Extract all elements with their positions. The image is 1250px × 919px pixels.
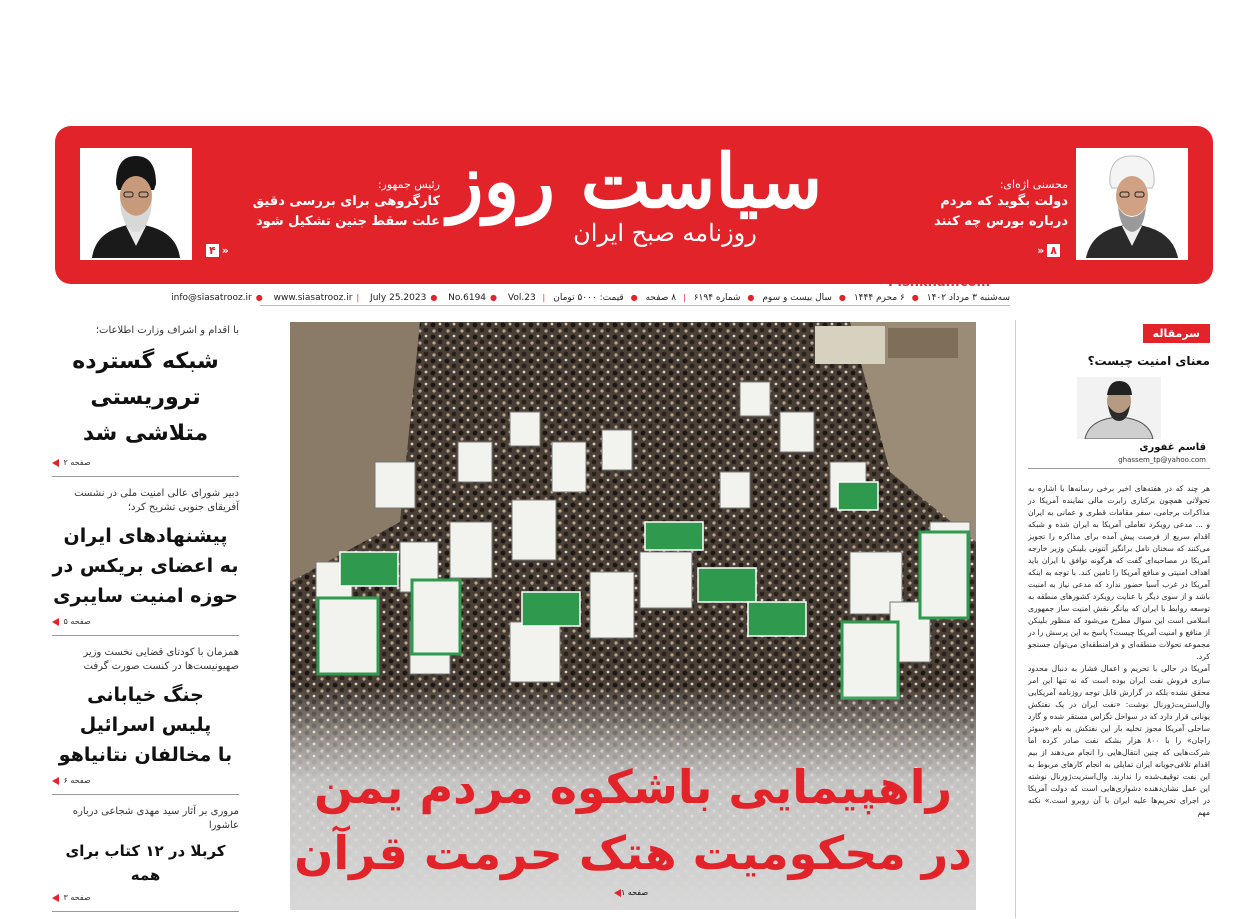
logo-main: سیاست روز — [447, 139, 823, 225]
email-link[interactable]: info@siasatrooz.ir — [171, 293, 252, 303]
left-teaser-line1: کارگروهی برای بررسی دقیق — [252, 194, 440, 209]
story-kicker: همزمان با کودتای قضایی نخست وزیر صهیونیست‌ها در کنست صورت گرفت — [83, 647, 239, 672]
year: سال بیست و سوم — [762, 293, 832, 303]
story-kicker: مروری بر آثار سید مهدی شجاعی درباره عاشورا — [72, 806, 239, 831]
editorial-body — [1028, 483, 1210, 819]
right-teaser[interactable] — [828, 178, 1068, 232]
story-page-ref[interactable]: صفحه ۶ — [52, 776, 239, 786]
pishkhan-watermark — [888, 246, 990, 292]
arrow-icon — [52, 459, 59, 467]
double-chevron-icon: » — [1037, 244, 1045, 257]
arrow-icon — [52, 618, 59, 626]
editorial-column[interactable] — [1015, 320, 1210, 918]
left-teaser-page[interactable] — [203, 244, 229, 257]
volume: Vol.23 — [507, 293, 536, 303]
left-teaser-line2: علت سقط جنین تشکیل شود — [256, 214, 440, 229]
main-story[interactable] — [290, 322, 976, 910]
author-name: قاسم غفوری — [1139, 442, 1206, 453]
story-headline: پیشنهادهای ایران به اعضای بریکس در حوزه امنیت سایبری — [52, 525, 239, 607]
left-teaser[interactable] — [200, 178, 440, 232]
arrow-icon — [52, 894, 59, 902]
right-teaser-kicker: محسنی اژه‌ای: — [999, 178, 1068, 191]
main-story-page-ref[interactable]: صفحه ۱ — [612, 888, 648, 897]
date-fa: سه‌شنبه ۳ مرداد ۱۴۰۲ — [926, 293, 1010, 303]
left-column — [52, 320, 239, 912]
newspaper-logo — [435, 134, 835, 246]
right-teaser-line2: درباره بورس چه کنند — [933, 214, 1068, 229]
main-headline-line1: راهپیمایی باشکوه مردم یمن — [313, 760, 953, 814]
main-headline-line2: در محکومیت هتک حرمت قرآن — [294, 826, 972, 880]
logo-subtitle: روزنامه صبح ایران — [573, 219, 757, 247]
right-teaser-page[interactable] — [1037, 244, 1063, 257]
editorial-label: سرمقاله — [1143, 324, 1210, 343]
story-kicker: دبیر شورای عالی امنیت ملی در نشست آفریقای جنوبی تشریح کرد؛ — [74, 488, 239, 513]
issue-number: شماره ۶۱۹۴ — [693, 293, 741, 303]
main-headline — [290, 754, 976, 886]
editorial-paragraph: آمریکا در حالی با تحریم و اعمال فشار به دنبال محدود سازی فروش نفت ایران بوده است که نه تنها این امر محقق نشده بلکه در گزارش قابل توجه روزنامه آمریکایی وال‌استریت‌ژورنال نوشت: «نفت ایران در یک نفتکش یونانی قرار دارد که در سواحل تگزاس مستقر شده و گارد ساحلی آمریکا مجوز تخلیه بار این نفتکش به نام «سوئز راجان» را با ۸۰۰ هزار بشکه نفت صادر کرده اما شرکت‌هایی که چنین انتقال‌هایی را انجام می‌دهند از بیم اقدام تلافی‌جویانه ایران تمایلی به انجام کارهای مربوط به این نفت توقیف‌شده را ندارند. وال‌استریت‌ژورنال نوشته این عمل نشان‌دهنده دشواری‌هایی است که دولت آمریکا در اجرای تحریم‌ها علیه ایران با آن روبرو است.» نکته مهم — [1028, 664, 1210, 817]
watermark-en: Pishkhan.com — [888, 275, 991, 290]
editorial-paragraph: هر چند که در هفته‌های اخیر برخی رسانه‌ها با اشاره به تحولاتی همچون برکناری رابرت مالی نماینده آمریکا در مذاکرات برجامی، سفر مقامات قطری و عمانی به ایران و ... مدعی رویکرد تعاملی آمریکا به ایران شده و شبکه اقدام سریع از فرصت پیش آمده برای مذاکره را تجویز می‌کنند که سخنان تامل برانگیز آنتونی بلینکن وزیر خارجه آمریکا در مصاحبه‌ای گفت که هرگونه توافق با ایران باید اهداف امنیتی و منافع آمریکا را تامین کند. با توجه به اینکه آمریکا در غرب آسیا حضور ندارد که مدعی نیاز به امنیت باشد و از سوی دیگر با عنایت رویکرد کشورهای منطقه به توسعه روابط با ایران که بیانگر نقش امنیت ساز جمهوری اسلامی است این سوال مطرح می‌شود که منظور بلینکن از منافع و امنیت آمریکا چیست؟ پاسخ به این پرسش را در مجموعه تحولات منطقه‌ای و فرامنطقه‌ای می‌توان جستجو کرد. — [1028, 484, 1210, 661]
story-page-ref[interactable]: صفحه ۵ — [52, 617, 239, 627]
story-page-ref[interactable]: صفحه ۳ — [52, 893, 239, 903]
author-email[interactable]: ghassem_tp@yahoo.com — [1028, 455, 1210, 469]
story-headline: کربلا در ۱۲ کتاب برای همه — [65, 842, 226, 884]
double-chevron-icon: » — [221, 244, 229, 257]
website-link[interactable]: www.siasatrooz.ir — [273, 293, 353, 303]
story-headline: شبکه گسترده تروریستی متلاشی شد — [72, 349, 219, 446]
date-en: July 25.2023 — [370, 293, 427, 303]
story-karbala-books[interactable] — [52, 801, 239, 912]
right-teaser-line1: دولت بگوید که مردم — [940, 194, 1068, 209]
date-hijri: ۶ محرم ۱۴۴۴ — [853, 293, 905, 303]
left-teaser-page-number: ۴ — [206, 244, 219, 257]
page-count: ۸ صفحه — [645, 293, 677, 303]
masthead — [55, 126, 1213, 284]
issue-en: No.6194 — [448, 293, 487, 303]
story-page-ref[interactable]: صفحه ۲ — [52, 458, 239, 468]
arrow-icon — [52, 777, 59, 785]
story-israel-protests[interactable] — [52, 642, 239, 795]
president-photo — [80, 148, 192, 260]
arrow-icon — [614, 889, 621, 897]
right-teaser-page-number: ۸ — [1047, 244, 1060, 257]
price: قیمت: ۵۰۰۰ تومان — [553, 293, 624, 303]
story-brics[interactable] — [52, 483, 239, 636]
watermark-fa: پیشخوان — [895, 245, 983, 274]
editorial-title: معنای امنیت چیست؟ — [1087, 354, 1210, 368]
story-kicker: با اقدام و اشراف وزارت اطلاعات؛ — [95, 325, 239, 336]
author-photo — [1077, 377, 1161, 439]
judiciary-chief-photo — [1076, 148, 1188, 260]
story-headline: جنگ خیابانی پلیس اسرائیل با مخالفان نتانیاهو — [58, 684, 233, 766]
story-terror-network[interactable] — [52, 320, 239, 477]
issue-info-bar: سه‌شنبه ۳ مرداد ۱۴۰۲● ۶ محرم ۱۴۴۴● سال بیست و سوم● شماره ۶۱۹۴| ۸ صفحه● قیمت: ۵۰۰۰ تومان| info@siasatrooz.ir ● www.siasatrooz.ir | July 25.2023 ● No.6194 ● Vol.23 — [260, 290, 1010, 306]
left-teaser-kicker: رئیس جمهور: — [377, 178, 440, 191]
